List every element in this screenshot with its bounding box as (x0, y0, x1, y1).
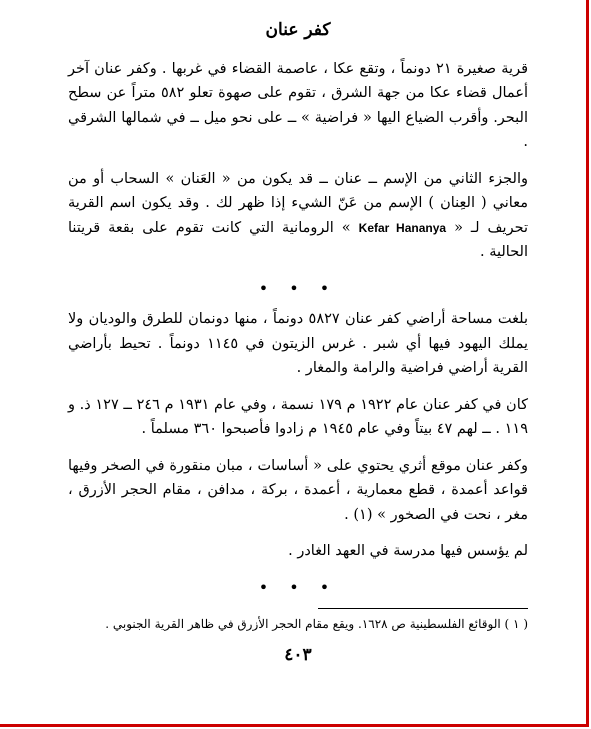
footnote-rule (318, 608, 528, 609)
section-separator-end: • • • (258, 577, 338, 597)
latin-name: Kefar Hananya (358, 220, 447, 235)
paragraph-land: بلغت مساحة أراضي كفر عنان ٥٨٢٧ دونماً ، منها دونمان للطرق والوديان ولا يملك اليهود فيها أي شبر . غرس الزيتون في ١١٤٥ دونماً . تحيط بأراضي القرية أراضي فراضية والرامة والمغار . (68, 311, 528, 376)
paragraph-name-origin-text-b: » الرومانية التي كانت تقوم على بقعة قريتنا الحالية . (68, 219, 528, 260)
paragraph-school: لم يؤسس فيها مدرسة في العهد الغادر . (288, 543, 528, 559)
page-title: كفر عنان (265, 20, 331, 40)
footnote: ( ١ ) الوقائع الفلسطينية ص ١٦٢٨. ويقع مقام الحجر الأزرق في ظاهر القرية الجنوبي . (105, 617, 528, 631)
page-number: ٤٠٣ (284, 645, 312, 665)
paragraph-name-origin (68, 167, 528, 265)
section-separator: • • • (258, 278, 338, 298)
paragraph-archaeology: وكفر عنان موقع أثري يحتوي على « أساسات ، مبان منقورة في الصخر وفيها قواعد أعمدة ، قطع معمارية ، أعمدة ، بركة ، مدافن ، مقام الحجر الأزرق ، مغر ، نحت في الصخور » (١) . (68, 457, 528, 523)
paragraph-population: كان في كفر عنان عام ١٩٢٢ م ١٧٩ نسمة ، وفي عام ١٩٣١ م ٢٤٦ ــ ١٢٧ ذ. و ١١٩ . ــ لهم ٤٧ بيتاً وفي عام ١٩٤٥ م زادوا فأصبحوا ٣٦٠ مسلماً . (68, 396, 529, 437)
paragraph-intro: قرية صغيرة ٢١ دونماً ، وتقع عكا ، عاصمة القضاء في غربها . وكفر عنان آخر أعمال قضاء عكا من جهة الشرق ، تقوم على صهوة تعلو ٥٨٢ متراً عن سطح البحر. وأقرب الضياع اليها « فراضية » ــ على نحو ميل ــ في شمالها الشرقي . (68, 60, 528, 150)
paragraph-name-origin-text-a: والجزء الثاني من الإسم ــ عنان ــ قد يكون من « العَنان » السحاب أو من معاني ( العِنان ) الإسم من عَنّ الشيء إذا ظهر لك . وقد يكون اسم القرية تحريف لـ « (68, 170, 528, 236)
document-page (68, 8, 528, 668)
